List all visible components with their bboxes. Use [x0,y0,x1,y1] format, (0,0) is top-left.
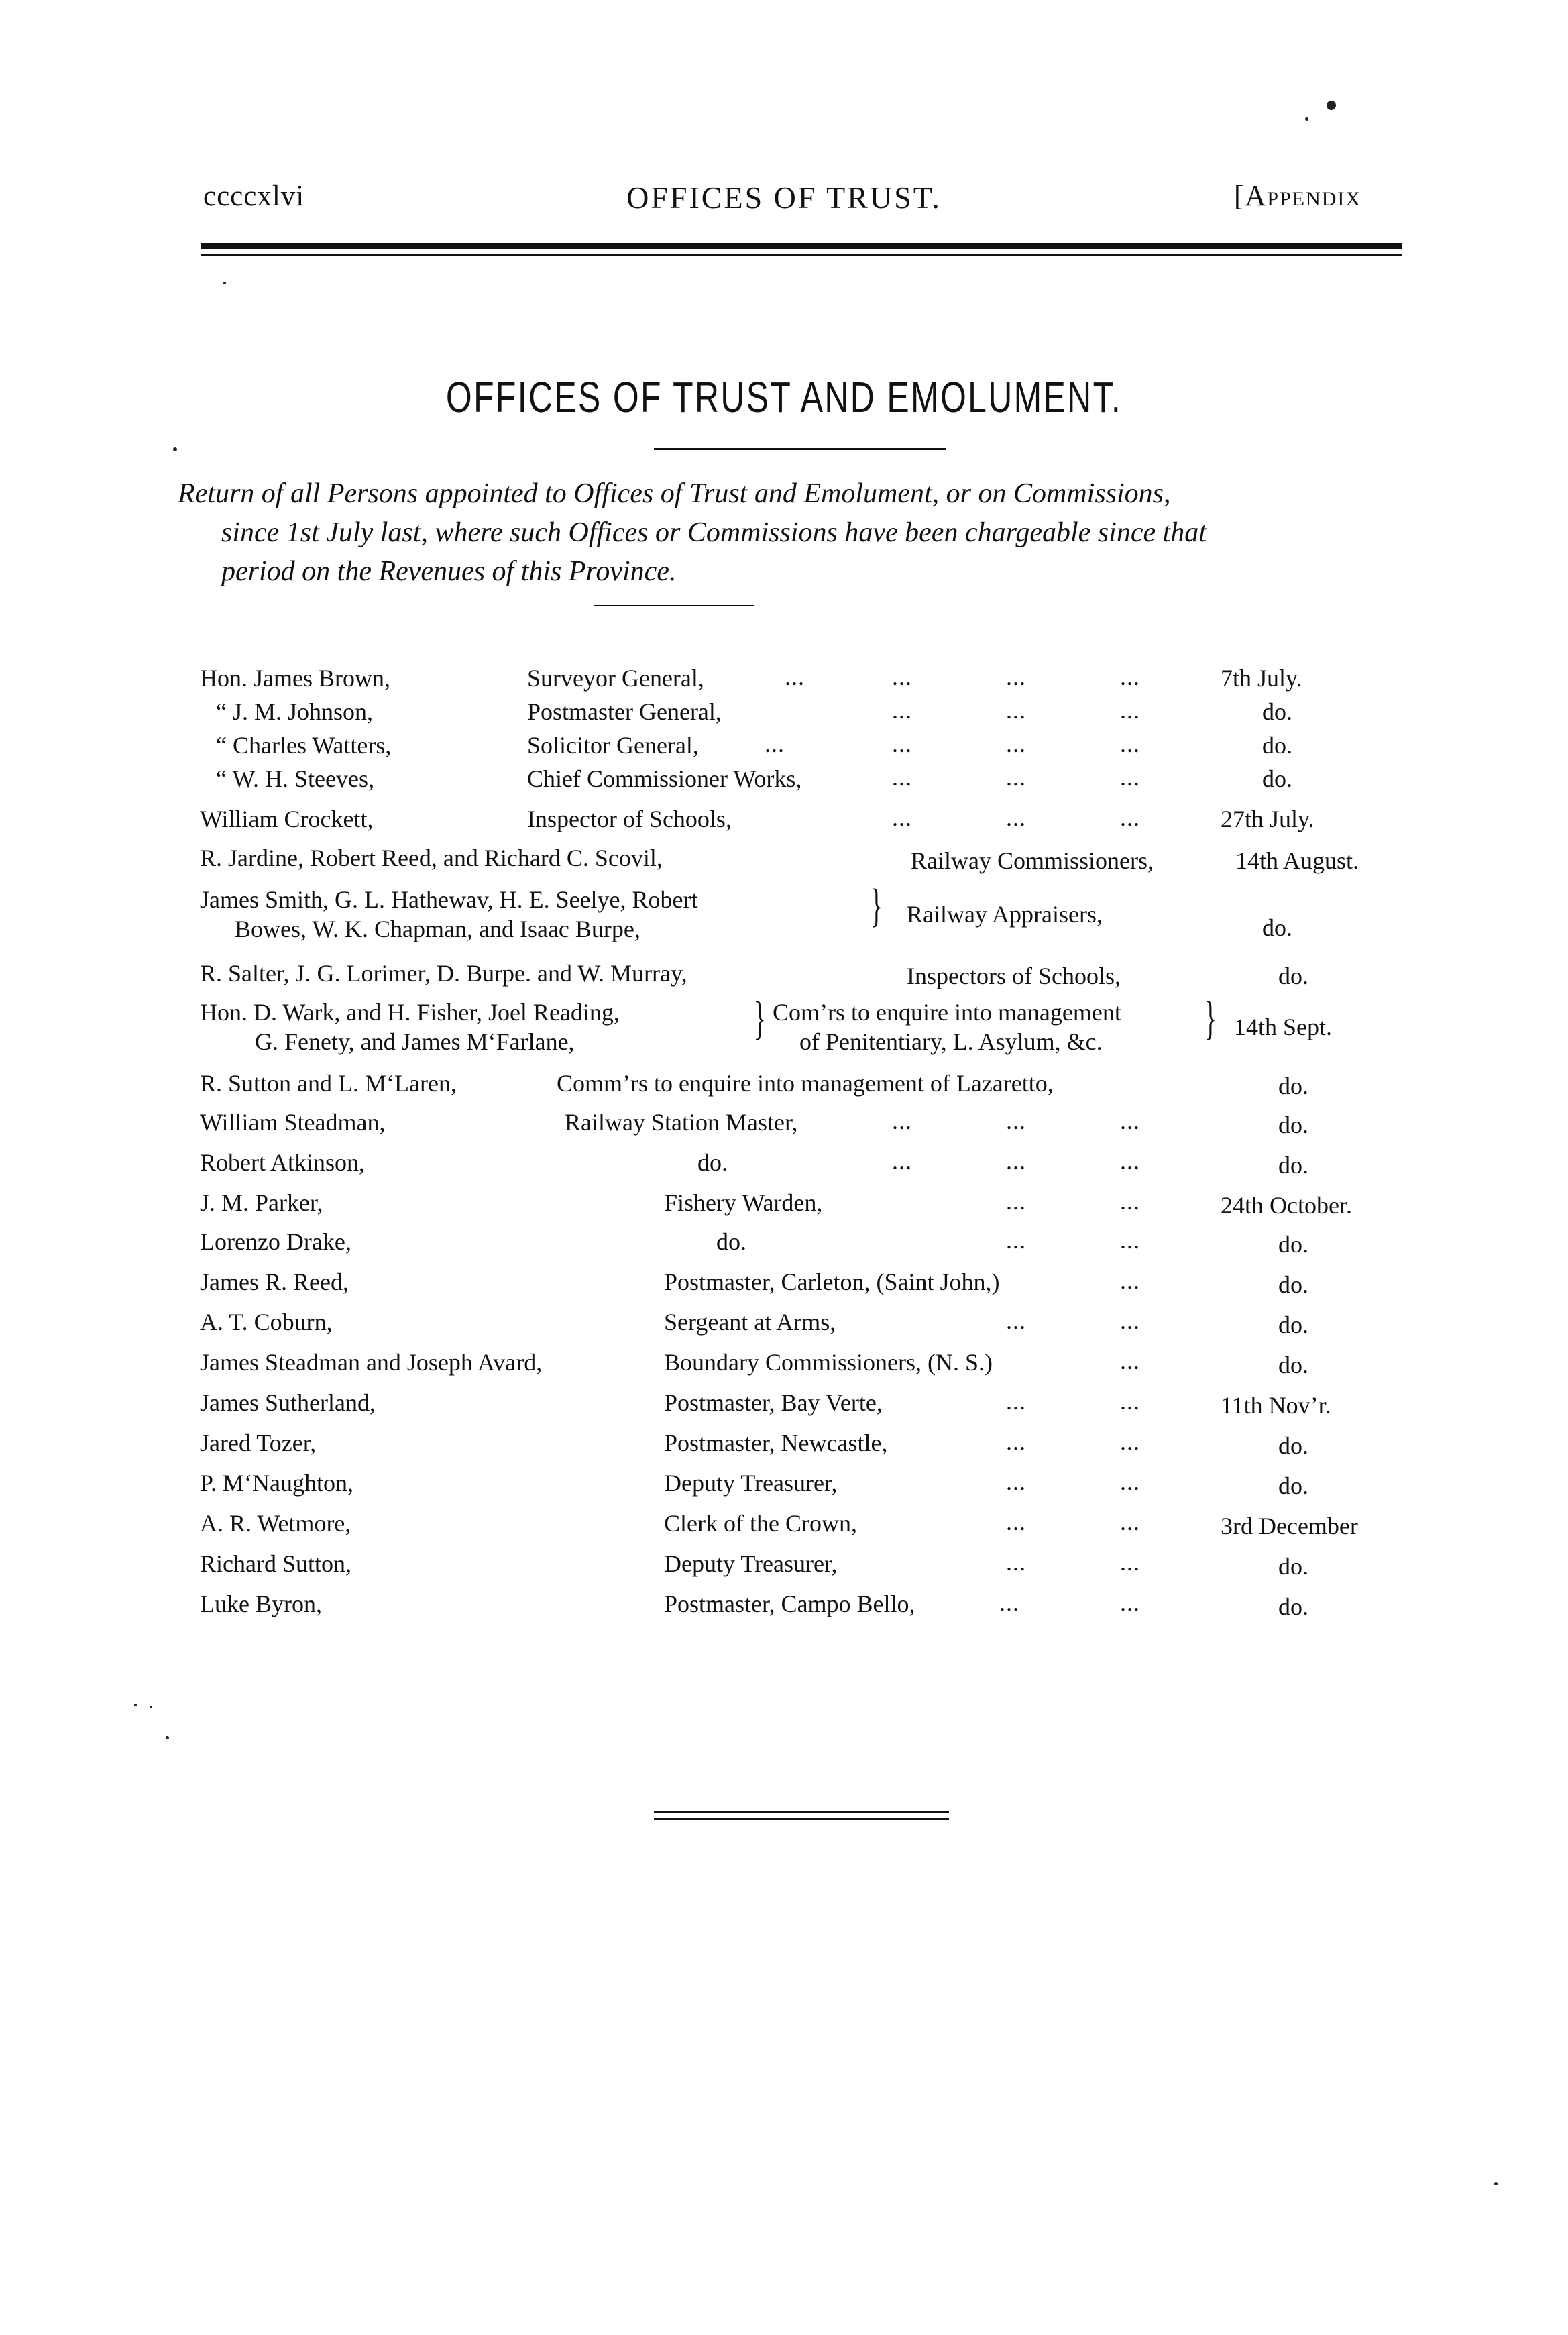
leader-dots: ... [1006,1428,1026,1455]
leader-dots: ... [1120,1227,1140,1254]
entry-name: William Crockett, [200,806,374,832]
leader-dots: ... [999,1589,1019,1616]
leader-dots: ... [1120,1148,1140,1175]
leader-dots: ... [1120,1549,1140,1576]
closing-rule-top [654,1811,949,1813]
entry-office: Solicitor General, [527,732,699,759]
entry-office: Postmaster, Bay Verte, [664,1389,883,1416]
leader-dots: ... [1006,1509,1026,1535]
entry-name-line-2: G. Fenety, and James M‘Farlane, [255,1028,575,1055]
leader-dots: ... [892,764,912,791]
entry-office: Chief Commissioner Works, [527,765,802,792]
entry-office: Deputy Treasurer, [664,1550,838,1577]
entry-date: do. [1278,1432,1308,1459]
entry-date: 14th Sept. [1234,1014,1333,1040]
entry-date: do. [1262,765,1292,792]
entry-name: Luke Byron, [200,1590,322,1617]
entry-office: Postmaster General, [527,698,722,725]
leader-dots: ... [1120,1428,1140,1455]
entry-name: Lorenzo Drake, [200,1228,351,1255]
leader-dots: ... [1006,1549,1026,1576]
entry-office: Postmaster, Carleton, (Saint John,) [664,1268,1000,1295]
leader-dots: ... [1006,730,1026,757]
entry-office-line-1: Com’rs to enquire into management [773,999,1121,1026]
leader-dots: ... [1120,764,1140,791]
header-rule-thick [201,243,1402,249]
entry-name: J. M. Parker, [200,1189,323,1216]
entry-name: “ W. H. Steeves, [216,765,374,792]
entry-date: 27th July. [1221,806,1314,832]
entry-date: do. [1278,1152,1308,1179]
leader-dots: ... [1120,730,1140,757]
scan-speck [1494,2182,1498,2185]
leader-dots: ... [1006,764,1026,791]
leader-dots: ... [1120,1267,1140,1294]
entry-name: P. M‘Naughton, [200,1470,354,1497]
entry-name-line-1: James Smith, G. L. Hathewav, H. E. Seelye, Robert [200,886,698,913]
entry-date: do. [1262,914,1292,941]
entry-name: “ Charles Watters, [216,732,392,759]
entry-office: Railway Commissioners, [911,847,1154,874]
page-number: ccccxlvi [203,180,305,212]
entry-name: R. Salter, J. G. Lorimer, D. Burpe. and W. Murray, [200,960,687,987]
leader-dots: ... [1006,1188,1026,1215]
leader-dots: ... [1006,697,1026,724]
entry-date: do. [1278,1472,1308,1499]
entry-date: do. [1278,1271,1308,1298]
entry-date: do. [1262,698,1292,725]
entry-office: Inspector of Schools, [527,806,732,832]
entry-date: do. [1278,1553,1308,1580]
leader-dots: ... [1120,804,1140,831]
entry-date: 14th August. [1235,847,1359,874]
running-title: OFFICES OF TRUST. [626,180,942,215]
intro-rule [594,605,754,606]
entry-office: Postmaster, Campo Bello, [664,1590,915,1617]
entry-date: do. [1278,1311,1308,1338]
section-label: [Appendix [1234,180,1362,212]
entry-name: R. Sutton and L. M‘Laren, [200,1070,457,1097]
header-rule-thin [201,254,1402,256]
leader-dots: ... [1120,1188,1140,1215]
entry-name: Hon. James Brown, [200,665,390,692]
entry-date: do. [1262,732,1292,759]
leader-dots: ... [1120,1348,1140,1374]
entry-name: Robert Atkinson, [200,1149,366,1176]
entry-date: 3rd December [1221,1513,1358,1539]
intro-line-1: Return of all Persons appointed to Offices of Trust and Emolument, or on Commissions, [178,478,1171,509]
leader-dots: ... [1120,1468,1140,1495]
leader-dots: ... [892,663,912,690]
entry-office: Surveyor General, [527,665,704,692]
scan-speck [223,282,226,284]
entry-office: Railway Station Master, [565,1109,798,1136]
brace: } [1204,993,1217,1044]
entry-office: do. [697,1149,728,1176]
leader-dots: ... [1120,1307,1140,1334]
entry-name: Jared Tozer, [200,1429,317,1456]
entry-name: James R. Reed, [200,1268,349,1295]
leader-dots: ... [1006,1388,1026,1415]
leader-dots: ... [1120,1107,1140,1134]
leader-dots: ... [892,697,912,724]
leader-dots: ... [1120,663,1140,690]
entry-name-line-2: Bowes, W. K. Chapman, and Isaac Burpe, [235,916,640,942]
leader-dots: ... [892,1107,912,1134]
scan-speck [150,1706,152,1708]
leader-dots: ... [892,730,912,757]
entry-office: Comm’rs to enquire into management of Lazaretto, [557,1070,1054,1097]
entry-name-line-1: Hon. D. Wark, and H. Fisher, Joel Reading, [200,999,620,1026]
entry-date: do. [1278,1073,1308,1099]
leader-dots: ... [1006,1148,1026,1175]
entry-office: do. [716,1228,746,1255]
scan-speck [134,1704,137,1706]
leader-dots: ... [1120,1589,1140,1616]
leader-dots: ... [765,730,785,757]
entry-office: Deputy Treasurer, [664,1470,838,1497]
entry-office: Sergeant at Arms, [664,1309,836,1336]
scan-speck [166,1736,169,1739]
entry-name: “ J. M. Johnson, [216,698,374,725]
scan-speck [1327,101,1336,110]
leader-dots: ... [1120,697,1140,724]
entry-office: Clerk of the Crown, [664,1510,857,1537]
intro-line-2: since 1st July last, where such Offices or Commissions have been chargeable since that [221,517,1207,548]
entry-date: do. [1278,1111,1308,1138]
entry-office: Fishery Warden, [664,1189,823,1216]
leader-dots: ... [1120,1388,1140,1415]
entry-office: Boundary Commissioners, (N. S.) [664,1349,993,1376]
leader-dots: ... [1006,1307,1026,1334]
leader-dots: ... [1120,1509,1140,1535]
leader-dots: ... [785,663,805,690]
entry-name: R. Jardine, Robert Reed, and Richard C. Scovil, [200,845,663,871]
brace: } [870,880,883,932]
page-title: OFFICES OF TRUST AND EMOLUMENT. [445,373,1123,421]
entry-office-line-2: of Penitentiary, L. Asylum, &c. [799,1028,1103,1055]
leader-dots: ... [1006,804,1026,831]
entry-date: do. [1278,1593,1308,1620]
entry-name: William Steadman, [200,1109,386,1136]
scan-speck [173,447,177,451]
leader-dots: ... [1006,1107,1026,1134]
leader-dots: ... [1006,1468,1026,1495]
entry-office: Inspectors of Schools, [907,963,1121,989]
entry-date: 24th October. [1221,1192,1352,1219]
brace: } [753,993,767,1044]
leader-dots: ... [1006,663,1026,690]
intro-line-3: period on the Revenues of this Province. [221,556,677,587]
leader-dots: ... [892,804,912,831]
entry-date: do. [1278,963,1308,989]
entry-name: James Steadman and Joseph Avard, [200,1349,543,1376]
scan-speck [1305,117,1308,121]
entry-office: Postmaster, Newcastle, [664,1429,888,1456]
entry-name: A. R. Wetmore, [200,1510,351,1537]
entry-name: A. T. Coburn, [200,1309,333,1336]
entry-name: James Sutherland, [200,1389,376,1416]
title-rule [654,448,946,450]
leader-dots: ... [1006,1227,1026,1254]
leader-dots: ... [892,1148,912,1175]
entry-date: do. [1278,1352,1308,1378]
entry-date: 11th Nov’r. [1221,1392,1331,1419]
entry-date: 7th July. [1221,665,1302,692]
entry-name: Richard Sutton, [200,1550,351,1577]
entry-date: do. [1278,1231,1308,1258]
entry-office: Railway Appraisers, [907,901,1103,928]
closing-rule-bottom [654,1818,949,1820]
